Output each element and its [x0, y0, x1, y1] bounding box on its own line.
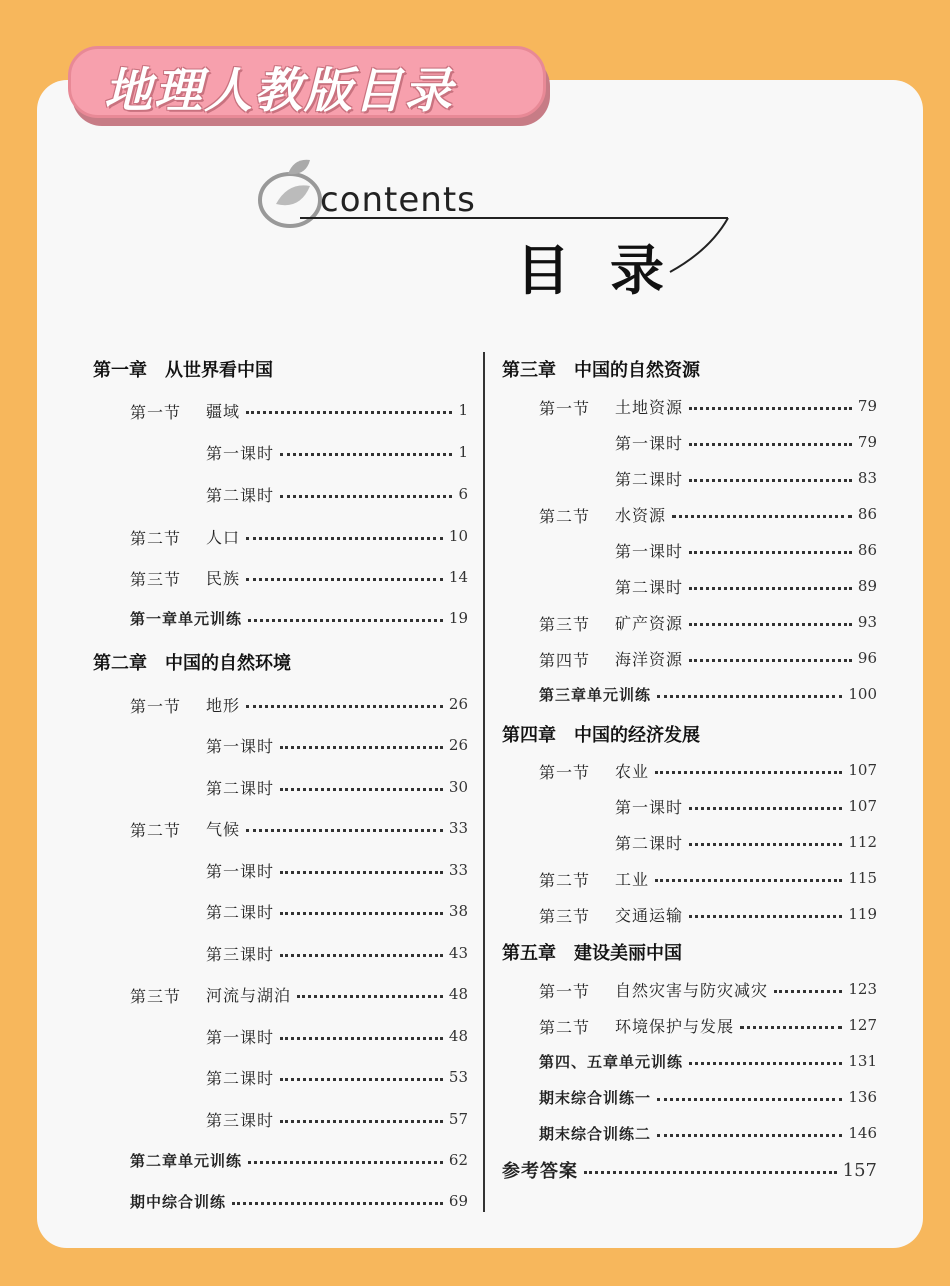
- page-number: 127: [848, 1016, 877, 1034]
- page-number: 38: [448, 902, 468, 920]
- section-number: 第三节: [130, 987, 182, 1006]
- dot-leader: [246, 578, 443, 581]
- toc-entry[interactable]: [130, 1148, 468, 1172]
- dot-leader: [657, 1098, 842, 1101]
- section-number: 第二节: [539, 1018, 591, 1037]
- entry-label: 民族: [206, 568, 241, 588]
- entry-label: 第二课时: [206, 902, 275, 922]
- entry-label: 第四、五章单元训练: [539, 1052, 684, 1071]
- toc-entry[interactable]: [206, 482, 468, 506]
- page-number: 96: [857, 649, 877, 667]
- page-number: 48: [448, 1027, 468, 1045]
- toc-entry[interactable]: [615, 430, 877, 454]
- toc-entry[interactable]: [615, 646, 877, 670]
- entry-label: 农业: [615, 761, 650, 781]
- page-number: 100: [848, 685, 877, 703]
- page-number: 33: [448, 819, 468, 837]
- dot-leader: [280, 746, 443, 749]
- dot-leader: [689, 1062, 842, 1065]
- page-number: 112: [848, 833, 877, 851]
- dot-leader: [689, 479, 852, 482]
- page-number: 6: [458, 485, 468, 503]
- page-number: 53: [448, 1068, 468, 1086]
- dot-leader: [689, 659, 852, 662]
- dot-leader: [689, 843, 842, 846]
- entry-label: 地形: [206, 695, 241, 715]
- entry-label: 第一课时: [206, 443, 275, 463]
- toc-entry[interactable]: [615, 502, 877, 526]
- entry-label: 第一课时: [206, 861, 275, 881]
- toc-entry[interactable]: [206, 1024, 468, 1048]
- entry-label: 第一课时: [206, 1027, 275, 1047]
- banner-title: 地理人教版目录: [104, 63, 455, 119]
- toc-entry[interactable]: [615, 466, 877, 490]
- toc-entry[interactable]: [206, 524, 468, 548]
- chapter-2-title: 第二章 中国的自然环境: [93, 653, 291, 674]
- toc-entry[interactable]: [615, 977, 877, 1001]
- chapter-4-title: 第四章 中国的经济发展: [502, 725, 700, 746]
- page-number: 131: [848, 1052, 877, 1070]
- dot-leader: [657, 695, 842, 698]
- dot-leader: [689, 407, 852, 410]
- dot-leader: [657, 1134, 842, 1137]
- section-number: 第四节: [539, 651, 591, 670]
- page-number: 107: [848, 761, 877, 779]
- section-number: 第一节: [539, 399, 591, 418]
- dot-leader: [689, 551, 852, 554]
- section-number: 第一节: [130, 403, 182, 422]
- dot-leader: [280, 1037, 443, 1040]
- section-number: 第二节: [130, 821, 182, 840]
- section-number: 第二节: [539, 507, 591, 526]
- entry-label: 土地资源: [615, 397, 684, 417]
- chapter-5-title: 第五章 建设美丽中国: [502, 943, 682, 964]
- dot-leader: [246, 829, 443, 832]
- entry-label: 第三课时: [206, 1110, 275, 1130]
- entry-label: 第一课时: [615, 797, 684, 817]
- entry-label: 第一课时: [615, 433, 684, 453]
- entry-label: 期中综合训练: [130, 1192, 227, 1211]
- dot-leader: [280, 788, 443, 791]
- dot-leader: [246, 411, 452, 414]
- entry-label: 海洋资源: [615, 649, 684, 669]
- dot-leader: [689, 443, 852, 446]
- page-number: 89: [857, 577, 877, 595]
- entry-label: 工业: [615, 869, 650, 889]
- mulu-title: 目录: [516, 239, 704, 302]
- chapter-1-title: 第一章 从世界看中国: [93, 360, 273, 381]
- toc-entry[interactable]: [539, 1085, 877, 1109]
- entry-label: 第三课时: [206, 944, 275, 964]
- dot-leader: [280, 1120, 443, 1123]
- section-number: 第三节: [130, 570, 182, 589]
- dot-leader: [248, 619, 443, 622]
- section-number: 第一节: [539, 982, 591, 1001]
- entry-label: 河流与湖泊: [206, 985, 292, 1005]
- page-number: 10: [448, 527, 468, 545]
- toc-entry[interactable]: [615, 902, 877, 926]
- dot-leader: [280, 871, 443, 874]
- toc-entry[interactable]: [206, 440, 468, 464]
- dot-leader: [689, 915, 842, 918]
- toc-entry[interactable]: [206, 1065, 468, 1089]
- entry-label: 矿产资源: [615, 613, 684, 633]
- dot-leader: [280, 495, 452, 498]
- dot-leader: [689, 807, 842, 810]
- toc-entry[interactable]: [206, 899, 468, 923]
- toc-entry[interactable]: [206, 398, 468, 422]
- entry-label: 第二课时: [206, 1068, 275, 1088]
- section-number: 第二节: [539, 871, 591, 890]
- page-number: 93: [857, 613, 877, 631]
- page-number: 19: [448, 609, 468, 627]
- page-number: 69: [448, 1192, 468, 1210]
- title-banner: [68, 46, 552, 130]
- page-number: 57: [448, 1110, 468, 1128]
- entry-label: 疆域: [206, 401, 241, 421]
- toc-entry[interactable]: [130, 606, 468, 630]
- entry-label: 交通运输: [615, 905, 684, 925]
- page-number: 48: [448, 985, 468, 1003]
- toc-entry[interactable]: [615, 610, 877, 634]
- toc-entry[interactable]: [615, 866, 877, 890]
- column-divider: [483, 352, 485, 1212]
- toc-entry[interactable]: [206, 816, 468, 840]
- toc-entry[interactable]: [539, 682, 877, 706]
- page-number: 1: [458, 443, 468, 461]
- entry-label: 水资源: [615, 505, 667, 525]
- section-number: 第三节: [539, 907, 591, 926]
- dot-leader: [246, 537, 443, 540]
- toc-entry[interactable]: [539, 1121, 877, 1145]
- entry-label: 第二课时: [615, 833, 684, 853]
- toc-entry[interactable]: [206, 775, 468, 799]
- page-number: 79: [857, 397, 877, 415]
- entry-label: 期末综合训练二: [539, 1124, 652, 1143]
- toc-entry[interactable]: [615, 830, 877, 854]
- dot-leader: [280, 1078, 443, 1081]
- toc-entry[interactable]: [206, 565, 468, 589]
- page-number: 86: [857, 541, 877, 559]
- dot-leader: [740, 1026, 842, 1029]
- entry-label: 第二课时: [615, 469, 684, 489]
- dot-leader: [774, 990, 842, 993]
- page-number: 79: [857, 433, 877, 451]
- page-number: 119: [848, 905, 877, 923]
- dot-leader: [689, 587, 852, 590]
- entry-label: 人口: [206, 527, 241, 547]
- section-number: 第三节: [539, 615, 591, 634]
- dot-leader: [297, 995, 443, 998]
- toc-entry[interactable]: [206, 941, 468, 965]
- page-number: 33: [448, 861, 468, 879]
- section-number: 第二节: [130, 529, 182, 548]
- toc-entry[interactable]: [206, 858, 468, 882]
- page-number: 83: [857, 469, 877, 487]
- page-number: 26: [448, 736, 468, 754]
- dot-leader: [232, 1202, 443, 1205]
- entry-label: 第一章单元训练: [130, 609, 243, 628]
- page-number: 30: [448, 778, 468, 796]
- contents-word: contents: [320, 180, 476, 220]
- page-number: 146: [848, 1124, 877, 1142]
- section-number: 第一节: [130, 697, 182, 716]
- dot-leader: [246, 705, 443, 708]
- dot-leader: [280, 912, 443, 915]
- page-number: 62: [448, 1151, 468, 1169]
- page-number: 123: [848, 980, 877, 998]
- toc-entry[interactable]: [615, 794, 877, 818]
- dot-leader: [655, 879, 842, 882]
- toc-entry[interactable]: [615, 758, 877, 782]
- page-number: 107: [848, 797, 877, 815]
- page-number: 157: [842, 1159, 877, 1181]
- dot-leader: [689, 623, 852, 626]
- toc-entry[interactable]: [615, 394, 877, 418]
- toc-entry[interactable]: [130, 1189, 468, 1213]
- page-number: 115: [848, 869, 877, 887]
- page-number: 26: [448, 695, 468, 713]
- page-number: 43: [448, 944, 468, 962]
- toc-entry[interactable]: [206, 982, 468, 1006]
- entry-label: 第二课时: [615, 577, 684, 597]
- entry-label: 第二章单元训练: [130, 1151, 243, 1170]
- toc-entry[interactable]: [615, 574, 877, 598]
- chapter-3-title: 第三章 中国的自然资源: [502, 360, 700, 381]
- page-number: 1: [458, 401, 468, 419]
- entry-label: 第二课时: [206, 485, 275, 505]
- toc-entry[interactable]: [539, 1049, 877, 1073]
- toc-entry[interactable]: [502, 1157, 877, 1183]
- page-number: 14: [448, 568, 468, 586]
- entry-label: 气候: [206, 819, 241, 839]
- page-number: 136: [848, 1088, 877, 1106]
- toc-entry[interactable]: [615, 1013, 877, 1037]
- toc-entry[interactable]: [206, 733, 468, 757]
- entry-label: 第一课时: [615, 541, 684, 561]
- entry-label: 第三章单元训练: [539, 685, 652, 704]
- page-number: 86: [857, 505, 877, 523]
- dot-leader: [584, 1171, 837, 1174]
- entry-label: 期末综合训练一: [539, 1088, 652, 1107]
- toc-entry[interactable]: [615, 538, 877, 562]
- entry-label: 环境保护与发展: [615, 1016, 735, 1036]
- dot-leader: [248, 1161, 443, 1164]
- entry-label: 自然灾害与防灾减灾: [615, 980, 769, 1000]
- toc-entry[interactable]: [206, 692, 468, 716]
- entry-label: 参考答案: [502, 1161, 578, 1182]
- dot-leader: [672, 515, 852, 518]
- dot-leader: [280, 453, 452, 456]
- entry-label: 第二课时: [206, 778, 275, 798]
- dot-leader: [655, 771, 842, 774]
- toc-entry[interactable]: [206, 1107, 468, 1131]
- section-number: 第一节: [539, 763, 591, 782]
- entry-label: 第一课时: [206, 736, 275, 756]
- dot-leader: [280, 954, 443, 957]
